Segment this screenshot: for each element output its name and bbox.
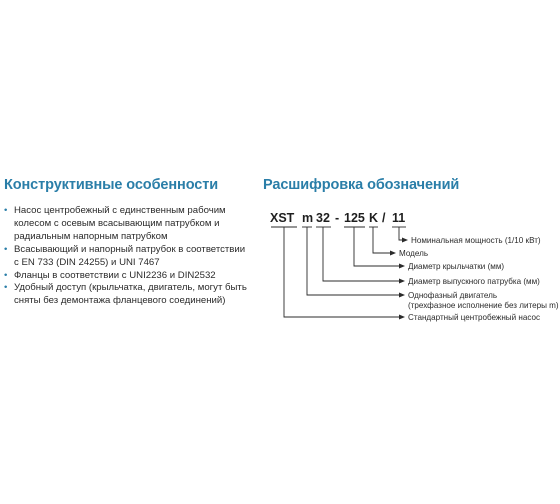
leader-power bbox=[399, 227, 403, 240]
leader-model bbox=[373, 227, 391, 253]
leader-motor bbox=[307, 227, 400, 295]
bullet-icon: • bbox=[4, 205, 8, 216]
feature-line: Насос центробежный с единственным рабочим bbox=[14, 205, 226, 216]
arrow-power bbox=[402, 238, 408, 243]
feature-line: радиальным напорным патрубком bbox=[14, 230, 168, 242]
bullet-icon: • bbox=[4, 243, 8, 255]
feature-item bbox=[4, 205, 259, 244]
legend-motor-note: (трехфазное исполнение без литеры m) bbox=[408, 301, 559, 310]
leader-impeller bbox=[354, 227, 400, 266]
feature-line: колесом с осевым всасывающим патрубком и bbox=[14, 217, 220, 229]
legend-impeller: Диаметр крыльчатки (мм) bbox=[408, 262, 505, 271]
arrow-outlet bbox=[399, 279, 405, 284]
features-heading: Конструктивные особенности bbox=[4, 177, 219, 193]
code-series: XST bbox=[270, 211, 295, 225]
code-impeller: 125 bbox=[344, 211, 365, 225]
leader-outlet bbox=[323, 227, 400, 281]
leader-series bbox=[284, 227, 400, 317]
arrow-impeller bbox=[399, 264, 405, 269]
legend-model: Модель bbox=[399, 249, 429, 258]
features-list bbox=[4, 205, 259, 308]
arrow-motor bbox=[399, 293, 405, 298]
legend-outlet: Диаметр выпускного патрубка (мм) bbox=[408, 277, 540, 286]
bullet-icon: • bbox=[4, 282, 8, 294]
bullet-icon: • bbox=[4, 269, 8, 281]
code-model: K bbox=[369, 211, 379, 225]
code-power: 11 bbox=[392, 211, 406, 225]
code-outlet: 32 bbox=[316, 211, 330, 225]
arrow-series bbox=[399, 315, 405, 320]
code-dash: - bbox=[335, 211, 340, 225]
feature-item bbox=[4, 244, 259, 270]
feature-line: Фланцы в соответствии с UNI2236 и DIN2532 bbox=[14, 269, 216, 281]
designation-heading: Расшифровка обозначений bbox=[263, 177, 460, 193]
feature-line: Удобный доступ (крыльчатка, двигатель, могут быть bbox=[14, 282, 247, 294]
code-motor: m bbox=[302, 211, 314, 225]
feature-line: с EN 733 (DIN 24255) и UNI 7467 bbox=[14, 256, 160, 268]
feature-line: Всасывающий и напорный патрубок в соответствии bbox=[14, 243, 246, 255]
feature-item bbox=[4, 270, 259, 283]
legend-power: Номинальная мощность (1/10 кВт) bbox=[411, 236, 541, 245]
code-slash: / bbox=[382, 211, 386, 225]
arrow-model bbox=[390, 251, 396, 256]
feature-line: сняты без демонтажа фланцевого соединений) bbox=[14, 295, 226, 307]
feature-item bbox=[4, 282, 259, 308]
legend-series: Стандартный центробежный насос bbox=[408, 313, 541, 322]
legend-motor: Однофазный двигатель bbox=[408, 291, 498, 300]
